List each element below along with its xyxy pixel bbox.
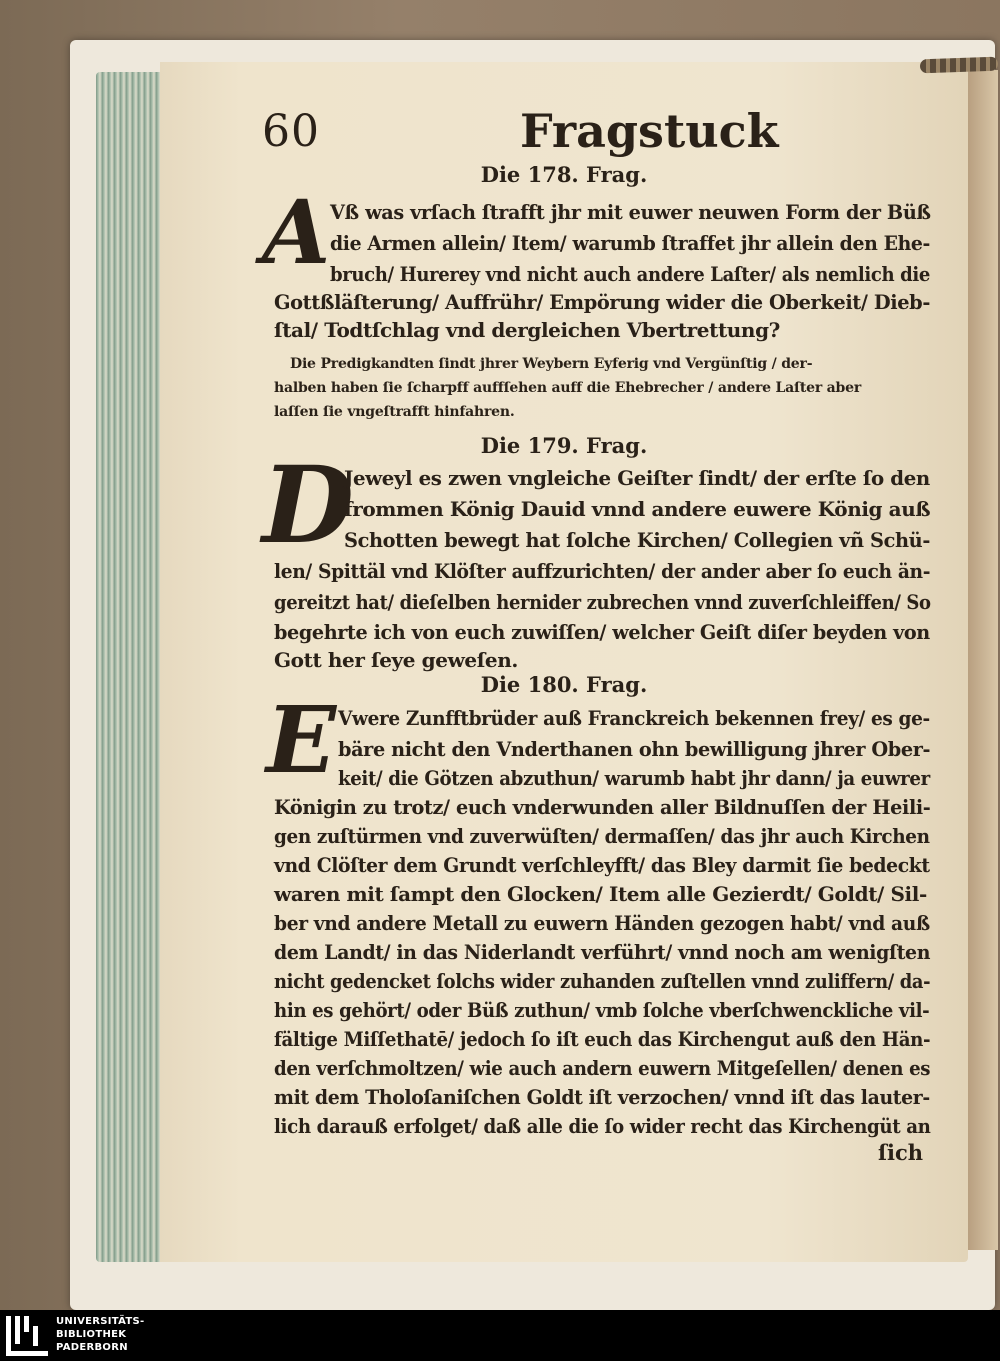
text-line: Gottßläſterung/ Auffrühr/ Empörung wider die Oberkeit/ Dieb- <box>274 290 930 314</box>
logo-line: PADERBORN <box>56 1342 128 1353</box>
drop-initial: A <box>262 180 331 284</box>
question-heading: Die 179. Frag. <box>480 433 648 458</box>
text-line: Vß was vrſach ſtrafft jhr mit euwer neuwen Form der Büß <box>330 200 931 224</box>
text-line: Vwere Zunfftbrüder auß Franckreich bekennen frey/ es ge- <box>338 706 930 730</box>
text-line: Schotten bewegt hat ſolche Kirchen/ Collegien vñ Schü- <box>344 528 930 552</box>
answer-line: Die Predigkandten ſindt jhrer Weybern Eyferig vnd Vergünſtig / der- <box>290 356 813 372</box>
text-line: dem Landt/ in das Niderlandt verführt/ vnnd noch am wenigſten <box>274 940 931 964</box>
page-edges <box>96 72 162 1262</box>
text-line: begehrte ich von euch zuwiſſen/ welcher Geiſt diſer beyden von <box>274 620 930 644</box>
text-line: waren mit ſampt den Glocken/ Item alle Gezierdt/ Goldt/ Sil- <box>274 882 927 906</box>
text-line: bäre nicht den Vnderthanen ohn bewilligung jhrer Ober- <box>338 737 931 761</box>
answer-line: halben haben ſie ſcharpff auffſehen auff die Ehebrecher / andere Laſter aber <box>274 380 862 396</box>
library-logo-icon <box>6 1316 48 1356</box>
text-line: keit/ die Götzen abzuthun/ warumb habt jhr dann/ ja euwrer <box>338 766 930 790</box>
book-gutter <box>968 70 998 1250</box>
question-heading: Die 180. Frag. <box>480 672 648 697</box>
library-logo-text <box>56 1315 145 1354</box>
catchword: ſich <box>878 1140 924 1165</box>
logo-line: UNIVERSITÄTS- <box>56 1316 145 1327</box>
text-line: vnd Clöſter dem Grundt verſchleyfft/ das Bley darmit ſie bedeckt <box>274 853 930 877</box>
text-line: den verſchmoltzen/ wie auch andern euwern Mitgeſellen/ denen es <box>274 1056 931 1080</box>
text-line: lich darauß erfolget/ daß alle die ſo wider recht das Kirchengüt an <box>274 1114 931 1138</box>
text-line: bruch/ Hurerey vnd nicht auch andere Laſter/ als nemlich die <box>330 262 930 286</box>
answer-line: laſſen ſie vngeſtrafft hinfahren. <box>274 404 515 420</box>
text-line: gen zuſtürmen vnd zuverwüſten/ dermaſſen/ das jhr auch Kirchen <box>274 824 930 848</box>
text-line: ſtal/ Todtſchlag vnd dergleichen Vbertrettung? <box>274 318 780 342</box>
logo-line: BIBLIOTHEK <box>56 1329 127 1340</box>
drop-initial: E <box>266 686 337 794</box>
text-line: ber vnd andere Metall zu euwern Händen gezogen habt/ vnd auß <box>274 911 930 935</box>
text-line: frommen König Dauid vnnd andere euwere König auß <box>344 497 931 521</box>
binding-thread <box>920 57 998 74</box>
text-line: hin es gehört/ oder Büß zuthun/ vmb ſolche vberſchwenckliche vil- <box>274 998 930 1022</box>
text-line: fältige Miſſethatē/ jedoch ſo iſt euch das Kirchengut auß den Hän- <box>274 1027 931 1051</box>
text-line: die Armen allein/ Item/ warumb ſtraffet jhr allein den Ehe- <box>330 231 930 255</box>
text-line: Gott her ſeye geweſen. <box>274 648 518 672</box>
text-line: Königin zu trotz/ euch vnderwunden aller Bildnuſſen der Heili- <box>274 795 931 819</box>
text-line: mit dem Tholoſaniſchen Goldt iſt verzochen/ vnnd iſt das lauter- <box>274 1085 930 1109</box>
running-head: Fragstuck <box>520 104 779 158</box>
question-heading: Die 178. Frag. <box>480 162 648 187</box>
library-footer <box>0 1310 1000 1361</box>
page-number: 60 <box>262 106 320 157</box>
text-line: nicht gedencket ſolchs wider zuhanden zuſtellen vnnd zuliffern/ da- <box>274 969 931 993</box>
drop-initial: D <box>262 442 354 567</box>
text-line: gereitzt hat/ dieſelben hernider zubrechen vnnd zuverſchleiffen/ So <box>274 590 931 614</box>
text-line: len/ Spittäl vnd Klöſter auffzurichten/ der ander aber ſo euch än- <box>274 559 931 583</box>
text-line: Jeweyl es zwen vngleiche Geiſter ſindt/ der erſte ſo den <box>344 466 930 490</box>
